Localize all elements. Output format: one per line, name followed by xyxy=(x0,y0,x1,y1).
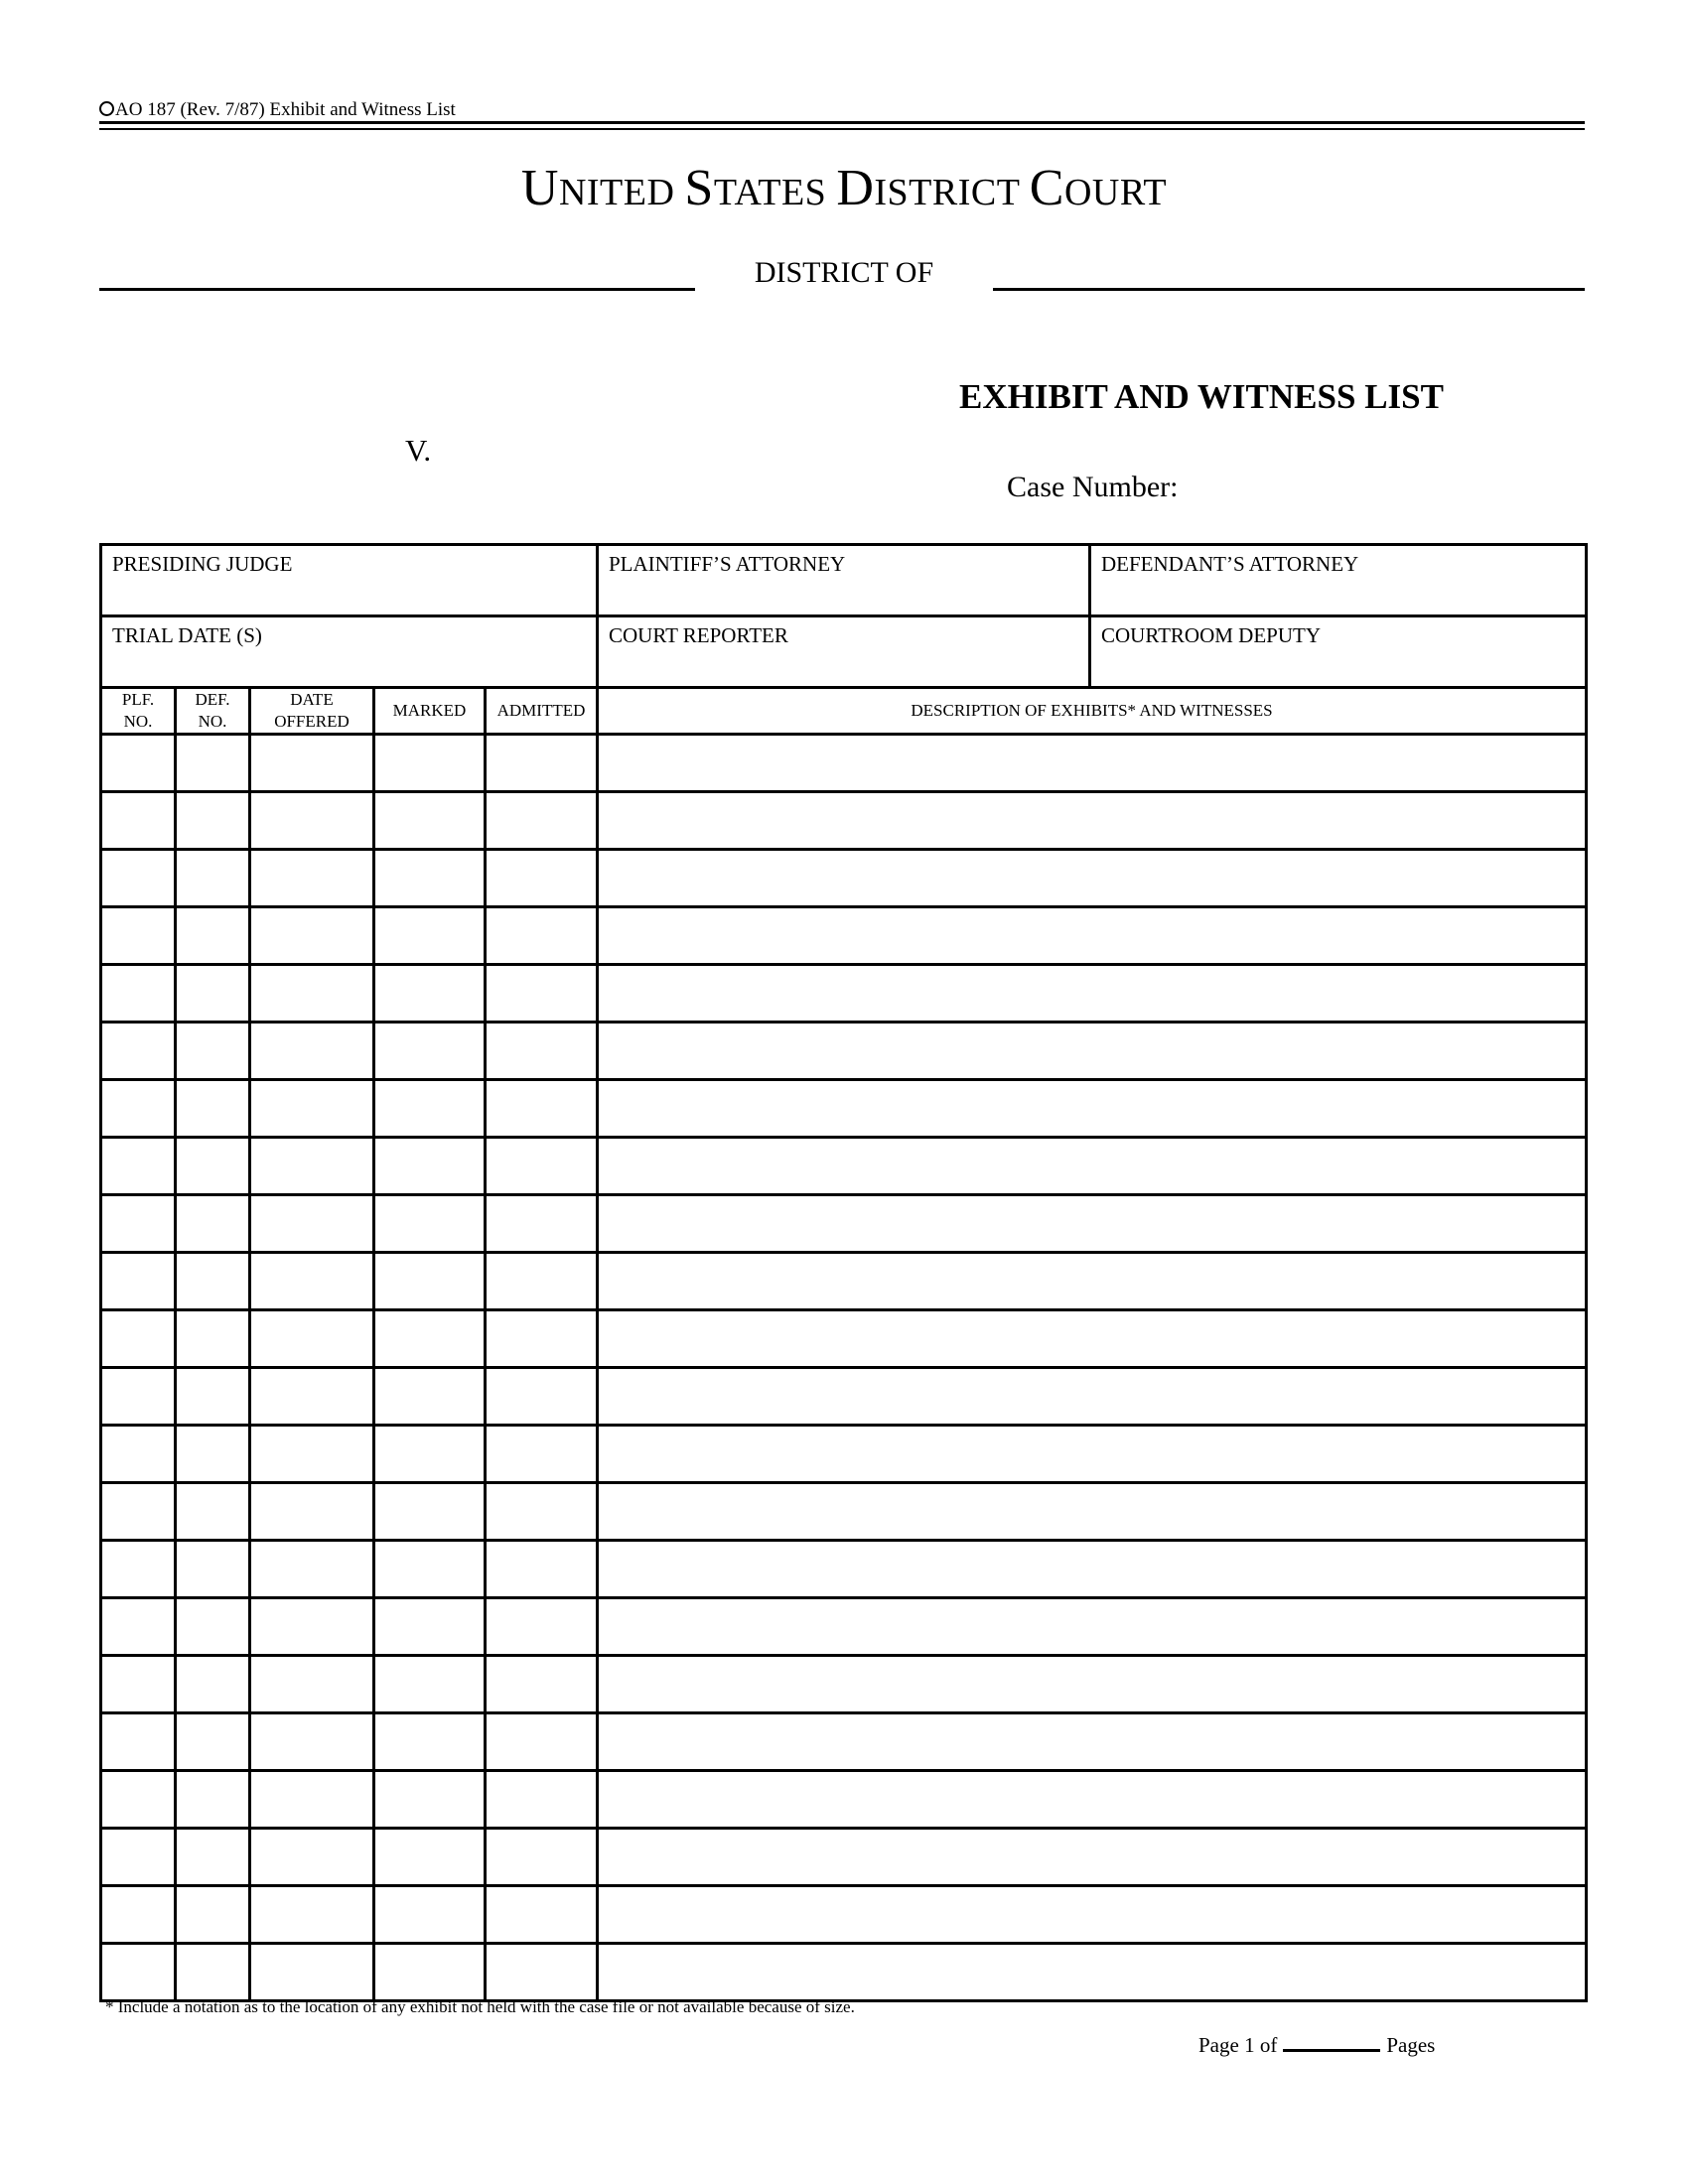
col-head-description: DESCRIPTION OF EXHIBITS* AND WITNESSES xyxy=(598,688,1587,735)
plf-no-cell[interactable] xyxy=(101,1713,176,1771)
admitted-cell[interactable] xyxy=(486,1656,598,1713)
def-no-cell[interactable] xyxy=(176,1368,250,1426)
marked-cell[interactable] xyxy=(374,1598,486,1656)
admitted-cell[interactable] xyxy=(486,1771,598,1829)
marked-cell[interactable] xyxy=(374,1253,486,1310)
date-offered-cell[interactable] xyxy=(250,1023,374,1080)
marked-cell[interactable] xyxy=(374,1541,486,1598)
total-pages-field[interactable] xyxy=(1283,2031,1380,2052)
versus-label: V. xyxy=(405,433,432,468)
date-offered-cell[interactable] xyxy=(250,1426,374,1483)
def-no-cell[interactable] xyxy=(176,735,250,792)
table-row xyxy=(101,1483,1587,1541)
def-no-cell[interactable] xyxy=(176,1541,250,1598)
plf-no-cell[interactable] xyxy=(101,1195,176,1253)
def-no-cell[interactable] xyxy=(176,1253,250,1310)
plf-no-cell[interactable] xyxy=(101,1310,176,1368)
description-cell[interactable] xyxy=(598,1886,1587,1944)
def-no-cell[interactable] xyxy=(176,965,250,1023)
plf-no-cell[interactable] xyxy=(101,1253,176,1310)
table-row xyxy=(101,965,1587,1023)
description-cell[interactable] xyxy=(598,1310,1587,1368)
description-cell[interactable] xyxy=(598,850,1587,907)
def-no-cell[interactable] xyxy=(176,1080,250,1138)
admitted-cell[interactable] xyxy=(486,1023,598,1080)
description-cell[interactable] xyxy=(598,965,1587,1023)
col-head-marked: MARKED xyxy=(374,688,486,735)
form-id xyxy=(99,99,456,121)
plf-no-cell[interactable] xyxy=(101,1541,176,1598)
table-row xyxy=(101,1310,1587,1368)
plf-no-cell[interactable] xyxy=(101,1944,176,2001)
def-no-cell[interactable] xyxy=(176,1138,250,1195)
presiding-judge-field[interactable]: PRESIDING JUDGE xyxy=(101,545,598,616)
admitted-cell[interactable] xyxy=(486,1426,598,1483)
date-offered-cell[interactable] xyxy=(250,1713,374,1771)
plf-no-cell[interactable] xyxy=(101,1080,176,1138)
description-cell[interactable] xyxy=(598,1829,1587,1886)
def-no-cell[interactable] xyxy=(176,792,250,850)
date-offered-cell[interactable] xyxy=(250,1483,374,1541)
date-offered-cell[interactable] xyxy=(250,1541,374,1598)
plf-no-cell[interactable] xyxy=(101,1023,176,1080)
date-offered-cell[interactable] xyxy=(250,1886,374,1944)
admitted-cell[interactable] xyxy=(486,1598,598,1656)
marked-cell[interactable] xyxy=(374,1310,486,1368)
def-no-cell[interactable] xyxy=(176,907,250,965)
col-head-def-no: DEF. NO. xyxy=(176,688,250,735)
marked-cell[interactable] xyxy=(374,1195,486,1253)
date-offered-cell[interactable] xyxy=(250,1195,374,1253)
description-cell[interactable] xyxy=(598,1771,1587,1829)
admitted-cell[interactable] xyxy=(486,1829,598,1886)
description-cell[interactable] xyxy=(598,792,1587,850)
marked-cell[interactable] xyxy=(374,1080,486,1138)
def-no-cell[interactable] xyxy=(176,1023,250,1080)
def-no-cell[interactable] xyxy=(176,1829,250,1886)
date-offered-cell[interactable] xyxy=(250,1771,374,1829)
date-offered-cell[interactable] xyxy=(250,1656,374,1713)
plf-no-cell[interactable] xyxy=(101,1426,176,1483)
marked-cell[interactable] xyxy=(374,1771,486,1829)
page-count-prefix: Page 1 of xyxy=(1198,2033,1278,2057)
date-offered-cell[interactable] xyxy=(250,1944,374,2001)
table-row xyxy=(101,1195,1587,1253)
date-offered-cell[interactable] xyxy=(250,1138,374,1195)
court-reporter-field[interactable]: COURT REPORTER xyxy=(598,616,1090,688)
table-row xyxy=(101,792,1587,850)
date-offered-cell[interactable] xyxy=(250,735,374,792)
description-cell[interactable] xyxy=(598,1080,1587,1138)
description-cell[interactable] xyxy=(598,1713,1587,1771)
def-no-cell[interactable] xyxy=(176,1483,250,1541)
date-offered-cell[interactable] xyxy=(250,907,374,965)
table-row xyxy=(101,1829,1587,1886)
marked-cell[interactable] xyxy=(374,1829,486,1886)
description-cell[interactable] xyxy=(598,1598,1587,1656)
admitted-cell[interactable] xyxy=(486,1713,598,1771)
marked-cell[interactable] xyxy=(374,850,486,907)
page-count xyxy=(1198,2031,1435,2058)
marked-cell[interactable] xyxy=(374,1023,486,1080)
admitted-cell[interactable] xyxy=(486,1195,598,1253)
footnote: * Include a notation as to the location of any exhibit not held with the case file or not available because of size. xyxy=(105,1997,855,2016)
page-count-suffix: Pages xyxy=(1386,2033,1436,2057)
circle-icon xyxy=(99,101,114,116)
admitted-cell[interactable] xyxy=(486,1080,598,1138)
table-row xyxy=(101,1598,1587,1656)
marked-cell[interactable] xyxy=(374,965,486,1023)
col-head-date-offered: DATE OFFERED xyxy=(250,688,374,735)
marked-cell[interactable] xyxy=(374,1138,486,1195)
admitted-cell[interactable] xyxy=(486,735,598,792)
admitted-cell[interactable] xyxy=(486,965,598,1023)
courtroom-deputy-field[interactable]: COURTROOM DEPUTY xyxy=(1090,616,1587,688)
district-line-right[interactable] xyxy=(993,288,1585,291)
admitted-cell[interactable] xyxy=(486,1253,598,1310)
description-cell[interactable] xyxy=(598,1368,1587,1426)
marked-cell[interactable] xyxy=(374,792,486,850)
table-row xyxy=(101,1426,1587,1483)
table-row xyxy=(101,1023,1587,1080)
plf-no-cell[interactable] xyxy=(101,965,176,1023)
plf-no-cell[interactable] xyxy=(101,1771,176,1829)
case-number-label: Case Number: xyxy=(1007,471,1179,503)
table-row xyxy=(101,735,1587,792)
table-row xyxy=(101,1713,1587,1771)
table-row xyxy=(101,1138,1587,1195)
table-row xyxy=(101,1656,1587,1713)
trial-dates-field[interactable]: TRIAL DATE (S) xyxy=(101,616,598,688)
admitted-cell[interactable] xyxy=(486,907,598,965)
admitted-cell[interactable] xyxy=(486,1368,598,1426)
plf-no-cell[interactable] xyxy=(101,1368,176,1426)
marked-cell[interactable] xyxy=(374,735,486,792)
col-head-admitted: ADMITTED xyxy=(486,688,598,735)
date-offered-cell[interactable] xyxy=(250,1253,374,1310)
def-no-cell[interactable] xyxy=(176,1771,250,1829)
marked-cell[interactable] xyxy=(374,1483,486,1541)
admitted-cell[interactable] xyxy=(486,1944,598,2001)
date-offered-cell[interactable] xyxy=(250,1368,374,1426)
def-no-cell[interactable] xyxy=(176,850,250,907)
def-no-cell[interactable] xyxy=(176,1426,250,1483)
admitted-cell[interactable] xyxy=(486,1483,598,1541)
description-cell[interactable] xyxy=(598,1138,1587,1195)
marked-cell[interactable] xyxy=(374,1944,486,2001)
exhibit-witness-table xyxy=(99,543,1588,2002)
header-rule-top xyxy=(99,121,1585,124)
table-row xyxy=(101,1886,1587,1944)
col-head-plf-no: PLF. NO. xyxy=(101,688,176,735)
plf-no-cell[interactable] xyxy=(101,850,176,907)
def-no-cell[interactable] xyxy=(176,1656,250,1713)
plaintiffs-attorney-field[interactable]: PLAINTIFF’S ATTORNEY xyxy=(598,545,1090,616)
date-offered-cell[interactable] xyxy=(250,1080,374,1138)
plf-no-cell[interactable] xyxy=(101,1483,176,1541)
def-no-cell[interactable] xyxy=(176,1944,250,2001)
district-label: DISTRICT OF xyxy=(754,256,934,289)
admitted-cell[interactable] xyxy=(486,1310,598,1368)
date-offered-cell[interactable] xyxy=(250,1829,374,1886)
table-row xyxy=(101,1771,1587,1829)
district-line-left[interactable] xyxy=(99,288,695,291)
description-cell[interactable] xyxy=(598,907,1587,965)
def-no-cell[interactable] xyxy=(176,1886,250,1944)
date-offered-cell[interactable] xyxy=(250,1310,374,1368)
def-no-cell[interactable] xyxy=(176,1310,250,1368)
plf-no-cell[interactable] xyxy=(101,1138,176,1195)
court-title: UNITED STATES DISTRICT COURT xyxy=(520,160,1168,216)
table-row xyxy=(101,850,1587,907)
description-cell[interactable] xyxy=(598,1426,1587,1483)
table-row xyxy=(101,1541,1587,1598)
description-cell[interactable] xyxy=(598,735,1587,792)
description-cell[interactable] xyxy=(598,1195,1587,1253)
plf-no-cell[interactable] xyxy=(101,1829,176,1886)
date-offered-cell[interactable] xyxy=(250,792,374,850)
table-row xyxy=(101,1080,1587,1138)
plf-no-cell[interactable] xyxy=(101,1656,176,1713)
data-rows xyxy=(101,735,1587,2001)
plf-no-cell[interactable] xyxy=(101,1886,176,1944)
admitted-cell[interactable] xyxy=(486,792,598,850)
marked-cell[interactable] xyxy=(374,1656,486,1713)
description-cell[interactable] xyxy=(598,1483,1587,1541)
description-cell[interactable] xyxy=(598,1541,1587,1598)
marked-cell[interactable] xyxy=(374,1368,486,1426)
marked-cell[interactable] xyxy=(374,1713,486,1771)
table-row xyxy=(101,1253,1587,1310)
plf-no-cell[interactable] xyxy=(101,735,176,792)
admitted-cell[interactable] xyxy=(486,1138,598,1195)
defendants-attorney-field[interactable]: DEFENDANT’S ATTORNEY xyxy=(1090,545,1587,616)
def-no-cell[interactable] xyxy=(176,1598,250,1656)
def-no-cell[interactable] xyxy=(176,1713,250,1771)
table-row xyxy=(101,1368,1587,1426)
description-cell[interactable] xyxy=(598,1656,1587,1713)
plf-no-cell[interactable] xyxy=(101,1598,176,1656)
header-rule-bottom xyxy=(99,128,1585,130)
form-id-text: AO 187 (Rev. 7/87) Exhibit and Witness List xyxy=(115,99,456,120)
marked-cell[interactable] xyxy=(374,907,486,965)
plf-no-cell[interactable] xyxy=(101,792,176,850)
date-offered-cell[interactable] xyxy=(250,1598,374,1656)
table-row xyxy=(101,1944,1587,2001)
admitted-cell[interactable] xyxy=(486,1541,598,1598)
description-cell[interactable] xyxy=(598,1944,1587,2001)
def-no-cell[interactable] xyxy=(176,1195,250,1253)
list-title: EXHIBIT AND WITNESS LIST xyxy=(959,377,1444,416)
table-row xyxy=(101,907,1587,965)
date-offered-cell[interactable] xyxy=(250,850,374,907)
admitted-cell[interactable] xyxy=(486,1886,598,1944)
marked-cell[interactable] xyxy=(374,1426,486,1483)
description-cell[interactable] xyxy=(598,1023,1587,1080)
description-cell[interactable] xyxy=(598,1253,1587,1310)
plf-no-cell[interactable] xyxy=(101,907,176,965)
marked-cell[interactable] xyxy=(374,1886,486,1944)
admitted-cell[interactable] xyxy=(486,850,598,907)
date-offered-cell[interactable] xyxy=(250,965,374,1023)
